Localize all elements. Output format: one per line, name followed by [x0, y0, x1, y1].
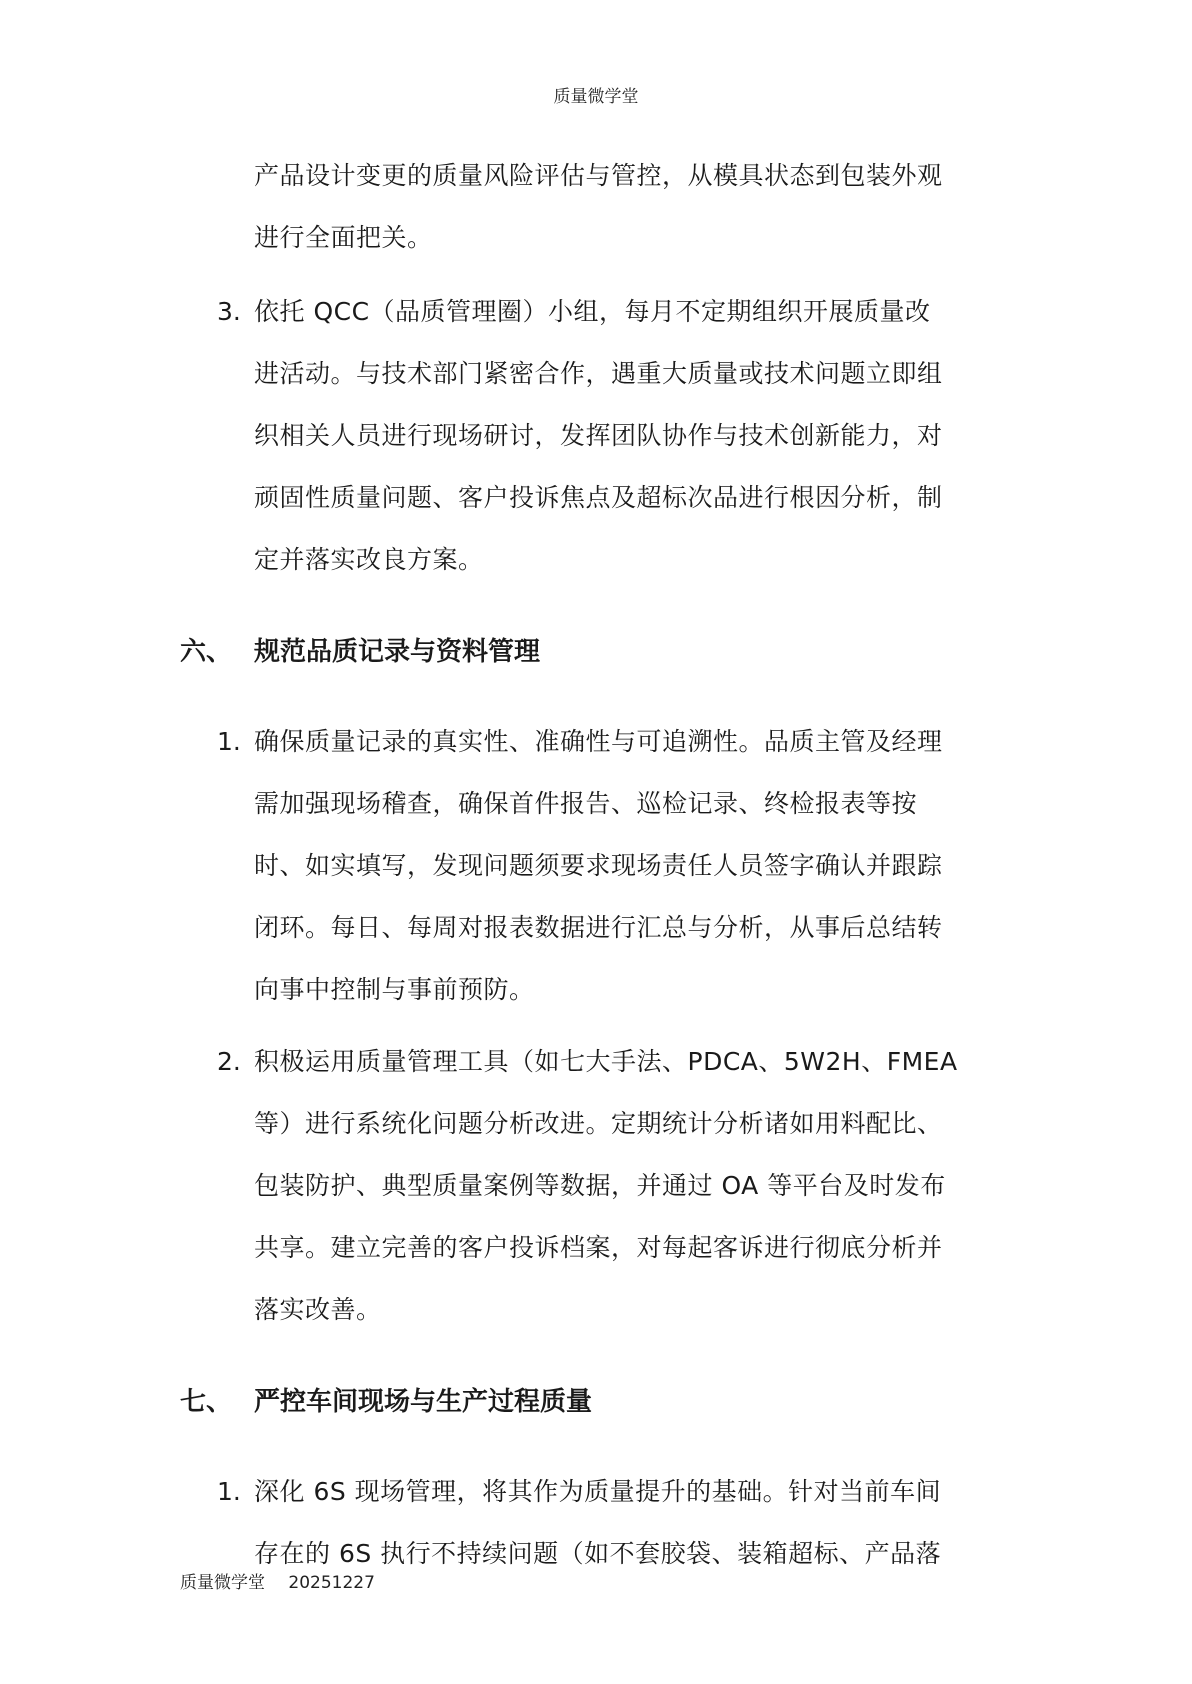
text-line: 落实改善。 — [254, 1295, 382, 1324]
text-line: 存在的 6S 执行不持续问题（如不套胶袋、装箱超标、产品落 — [254, 1539, 942, 1568]
section-title: 规范品质记录与资料管理 — [254, 637, 541, 667]
intro-paragraph — [180, 145, 1020, 269]
text-line: 闭环。每日、每周对报表数据进行汇总与分析，从事后总结转 — [254, 913, 943, 942]
list-number: 1. — [217, 1477, 241, 1506]
section-title: 严控车间现场与生产过程质量 — [254, 1387, 593, 1417]
text-line: 进活动。与技术部门紧密合作，遇重大质量或技术问题立即组 — [254, 359, 943, 388]
list-number: 3. — [217, 297, 241, 326]
document-body — [180, 145, 1020, 1585]
page-header: 质量微学堂 — [553, 87, 639, 107]
text-line: 确保质量记录的真实性、准确性与可追溯性。品质主管及经理 — [254, 727, 943, 756]
text-line: 共享。建立完善的客户投诉档案，对每起客诉进行彻底分析并 — [254, 1233, 943, 1262]
text-line: 等）进行系统化问题分析改进。定期统计分析诸如用料配比、 — [254, 1109, 943, 1138]
section-number: 六、 — [180, 637, 233, 667]
list-item-7-1 — [180, 1461, 1020, 1585]
text-line: 依托 QCC（品质管理圈）小组，每月不定期组织开展质量改 — [254, 297, 931, 326]
footer-brand: 质量微学堂 — [180, 1573, 265, 1593]
text-line: 时、如实填写，发现问题须要求现场责任人员签字确认并跟踪 — [254, 851, 943, 880]
text-line: 向事中控制与事前预防。 — [254, 975, 535, 1004]
section-6-heading — [180, 621, 1020, 683]
section-number: 七、 — [180, 1387, 233, 1417]
text-line: 产品设计变更的质量风险评估与管控，从模具状态到包装外观 — [254, 161, 943, 190]
list-number: 2. — [217, 1047, 241, 1076]
text-line: 进行全面把关。 — [254, 223, 433, 252]
text-line: 包装防护、典型质量案例等数据，并通过 OA 等平台及时发布 — [254, 1171, 946, 1200]
text-line: 深化 6S 现场管理，将其作为质量提升的基础。针对当前车间 — [254, 1477, 942, 1506]
list-item-3 — [180, 281, 1020, 591]
text-line: 顽固性质量问题、客户投诉焦点及超标次品进行根因分析，制 — [254, 483, 943, 512]
text-line: 织相关人员进行现场研讨，发挥团队协作与技术创新能力，对 — [254, 421, 943, 450]
list-item-6-1 — [180, 711, 1020, 1021]
list-item-6-2 — [180, 1031, 1020, 1341]
footer-date: 20251227 — [288, 1573, 375, 1593]
list-number: 1. — [217, 727, 241, 756]
text-line: 需加强现场稽查，确保首件报告、巡检记录、终检报表等按 — [254, 789, 918, 818]
text-line: 定并落实改良方案。 — [254, 545, 484, 574]
text-line: 积极运用质量管理工具（如七大手法、PDCA、5W2H、FMEA — [254, 1047, 958, 1076]
section-7-heading — [180, 1371, 1020, 1433]
page-footer — [180, 1568, 375, 1593]
